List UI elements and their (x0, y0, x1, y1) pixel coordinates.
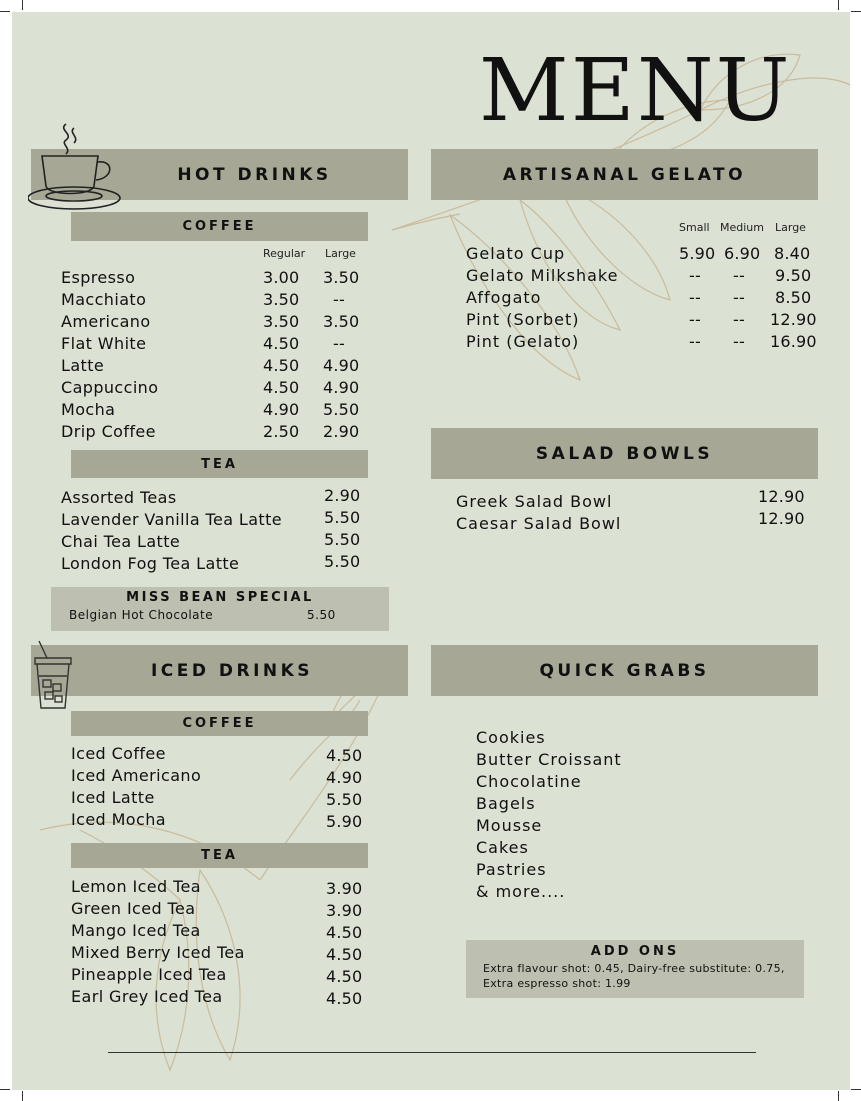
price-large: 4.90 (323, 378, 360, 397)
add-ons-line-1: Extra flavour shot: 0.45, Dairy-free substitute: 0.75, (483, 962, 785, 975)
list-item: London Fog Tea Latte (61, 554, 240, 573)
special-item: Belgian Hot Chocolate (69, 608, 214, 622)
add-ons-line-2: Extra espresso shot: 1.99 (483, 977, 631, 990)
price-small: -- (689, 288, 701, 307)
salad-banner (431, 428, 818, 479)
price: 5.50 (326, 790, 363, 809)
price: 12.90 (758, 509, 805, 528)
footer-divider (108, 1052, 756, 1053)
list-item: Cookies (476, 728, 546, 747)
price-large: 8.40 (774, 244, 811, 263)
price-medium: 6.90 (724, 244, 761, 263)
price: 5.90 (326, 812, 363, 831)
crop-mark (0, 1089, 10, 1090)
col-large: Large (325, 247, 356, 260)
list-item: Gelato Cup (466, 244, 566, 263)
col-regular: Regular (263, 247, 306, 260)
price: 4.50 (326, 989, 363, 1008)
price: 12.90 (758, 487, 805, 506)
iced-coffee-subbar (71, 711, 368, 736)
list-item: Pastries (476, 860, 547, 879)
list-item: Pint (Gelato) (466, 332, 580, 351)
price-regular: 3.50 (263, 312, 300, 331)
price-medium: -- (733, 288, 745, 307)
price-large: 8.50 (775, 288, 812, 307)
add-ons-title: ADD ONS (590, 944, 680, 959)
price-regular: 2.50 (263, 422, 300, 441)
price-regular: 3.50 (263, 290, 300, 309)
list-item: Caesar Salad Bowl (456, 514, 622, 533)
price-medium: -- (733, 266, 745, 285)
price: 5.50 (324, 552, 361, 571)
list-item: Greek Salad Bowl (456, 492, 613, 511)
menu-title: MENU (478, 41, 792, 141)
hot-tea-title: TEA (201, 456, 238, 472)
crop-mark (0, 11, 10, 12)
price-small: -- (689, 332, 701, 351)
hot-coffee-subbar (71, 212, 368, 241)
price-small: -- (689, 310, 701, 329)
price-small: -- (689, 266, 701, 285)
list-item: Chai Tea Latte (61, 532, 181, 551)
price: 2.90 (324, 486, 361, 505)
list-item: Iced Coffee (71, 744, 166, 763)
price-large: 3.50 (323, 268, 360, 287)
price: 4.90 (326, 768, 363, 787)
list-item: Chocolatine (476, 772, 582, 791)
crop-mark (851, 11, 861, 12)
gelato-banner (431, 149, 818, 200)
hot-drinks-title: HOT DRINKS (177, 164, 332, 185)
list-item: Americano (61, 312, 151, 331)
list-item: Drip Coffee (61, 422, 156, 441)
list-item: Pineapple Iced Tea (71, 965, 227, 984)
quick-grabs-banner (431, 645, 818, 696)
iced-coffee-title: COFFEE (182, 716, 257, 731)
price-regular: 4.50 (263, 356, 300, 375)
list-item: Flat White (61, 334, 147, 353)
price-large: 3.50 (323, 312, 360, 331)
iced-tea-title: TEA (201, 848, 238, 863)
list-item: Bagels (476, 794, 536, 813)
list-item: Cakes (476, 838, 529, 857)
coffee-cup-icon (28, 116, 128, 216)
list-item: Butter Croissant (476, 750, 622, 769)
price: 3.90 (326, 901, 363, 920)
list-item: Iced Americano (71, 766, 202, 785)
list-item: & more.... (476, 882, 566, 901)
price-regular: 3.00 (263, 268, 300, 287)
iced-drinks-banner (31, 645, 408, 696)
quick-grabs-title: QUICK GRABS (539, 660, 710, 681)
list-item: Espresso (61, 268, 136, 287)
list-item: Assorted Teas (61, 488, 177, 507)
price-large: 2.90 (323, 422, 360, 441)
price-large: 5.50 (323, 400, 360, 419)
salad-title: SALAD BOWLS (535, 443, 714, 464)
iced-cup-icon (31, 640, 75, 712)
crop-mark (22, 0, 23, 10)
list-item: Gelato Milkshake (466, 266, 619, 285)
list-item: Macchiato (61, 290, 147, 309)
price-large: -- (333, 290, 345, 309)
price-large: 12.90 (770, 310, 817, 329)
price-regular: 4.50 (263, 334, 300, 353)
price-small: 5.90 (679, 244, 716, 263)
crop-mark (838, 0, 839, 10)
price: 4.50 (326, 923, 363, 942)
list-item: Green Iced Tea (71, 899, 196, 918)
price-large: 4.90 (323, 356, 360, 375)
list-item: Iced Mocha (71, 810, 166, 829)
list-item: Mousse (476, 816, 543, 835)
price: 4.50 (326, 967, 363, 986)
price-regular: 4.50 (263, 378, 300, 397)
gelato-title: ARTISANAL GELATO (502, 164, 747, 185)
price: 5.50 (324, 508, 361, 527)
list-item: Lavender Vanilla Tea Latte (61, 510, 283, 529)
list-item: Mixed Berry Iced Tea (71, 943, 245, 962)
price-large: 9.50 (775, 266, 812, 285)
list-item: Earl Grey Iced Tea (71, 987, 223, 1006)
special-price: 5.50 (307, 608, 336, 622)
price-regular: 4.90 (263, 400, 300, 419)
col-small: Small (679, 221, 710, 234)
price-large: -- (333, 334, 345, 353)
crop-mark (838, 1091, 839, 1101)
price: 3.90 (326, 879, 363, 898)
col-medium: Medium (720, 221, 764, 234)
price: 5.50 (324, 530, 361, 549)
list-item: Lemon Iced Tea (71, 877, 201, 896)
price-large: 16.90 (770, 332, 817, 351)
col-large: Large (775, 221, 806, 234)
hot-coffee-title: COFFEE (182, 219, 257, 234)
crop-mark (22, 1091, 23, 1101)
hot-tea-subbar (71, 450, 368, 478)
price-medium: -- (733, 310, 745, 329)
list-item: Affogato (466, 288, 542, 307)
list-item: Mocha (61, 400, 116, 419)
iced-tea-subbar (71, 843, 368, 868)
list-item: Cappuccino (61, 378, 159, 397)
price-medium: -- (733, 332, 745, 351)
list-item: Mango Iced Tea (71, 921, 201, 940)
iced-drinks-title: ICED DRINKS (150, 660, 314, 681)
list-item: Iced Latte (71, 788, 155, 807)
crop-mark (851, 1089, 861, 1090)
special-title: MISS BEAN SPECIAL (126, 590, 314, 605)
price: 4.50 (326, 746, 363, 765)
list-item: Latte (61, 356, 105, 375)
price: 4.50 (326, 945, 363, 964)
list-item: Pint (Sorbet) (466, 310, 580, 329)
